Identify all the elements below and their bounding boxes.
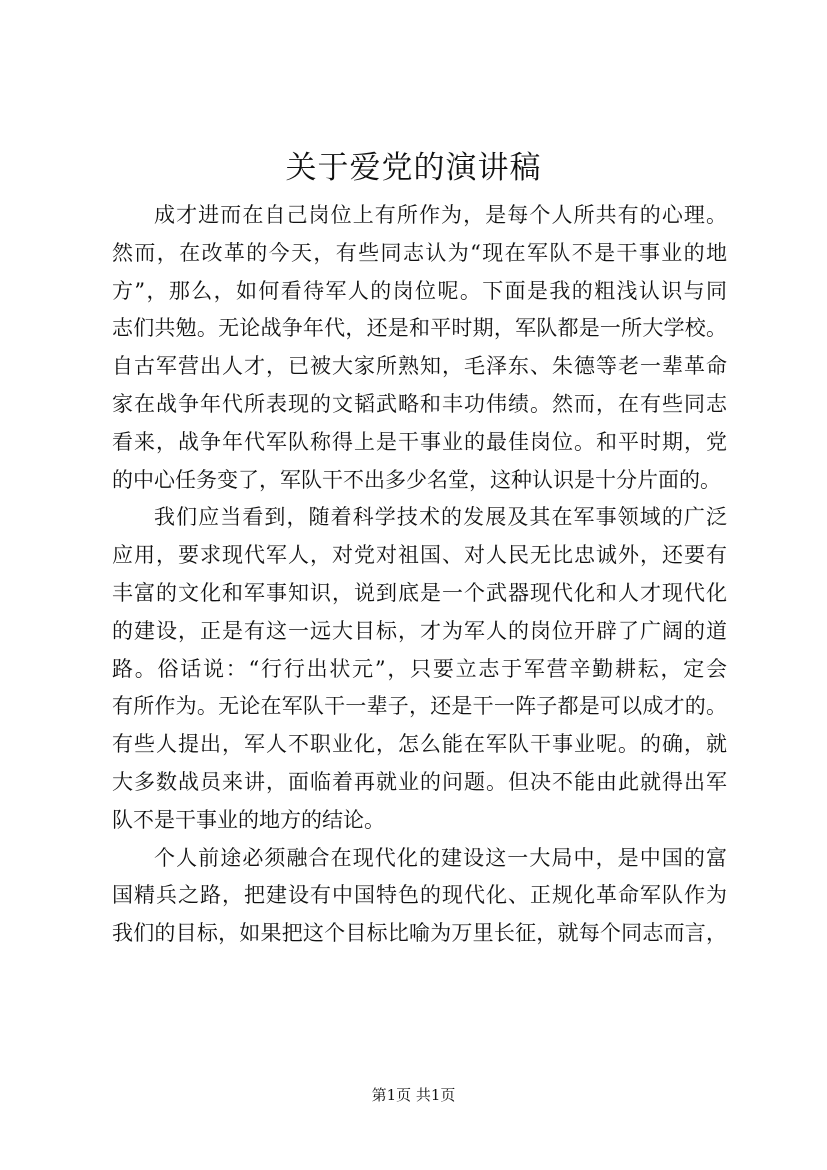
text-line: 的建设，正是有这一远大目标，才为军人的岗位开辟了广阔的道 <box>112 618 727 643</box>
text-line: 家在战争年代所表现的文韬武略和丰功伟绩。然而，在有些同志 <box>112 391 727 416</box>
text-line: 方”，那么，如何看待军人的岗位呢。下面是我的粗浅认识与同 <box>112 278 727 303</box>
paragraph <box>112 499 727 839</box>
text-line: 队不是干事业的地方的结论。 <box>112 807 385 832</box>
text-line: 我们应当看到，随着科学技术的发展及其在军事领域的广泛 <box>154 505 727 530</box>
text-line: 大多数战员来讲，面临着再就业的问题。但决不能由此就得出军 <box>112 769 727 794</box>
text-line: 成才进而在自己岗位上有所作为，是每个人所共有的心理。 <box>154 203 727 227</box>
page-number-footer: 第1页 共1页 <box>371 1086 456 1104</box>
text-line: 然而，在改革的今天，有些同志认为“现在军队不是干事业的地 <box>112 240 727 265</box>
text-line: 有些人提出，军人不职业化，怎么能在军队干事业呢。的确，就 <box>112 732 727 757</box>
text-line: 志们共勉。无论战争年代，还是和平时期，军队都是一所大学校。 <box>112 316 727 341</box>
text-line: 国精兵之路，把建设有中国特色的现代化、正规化革命军队作为 <box>112 883 727 908</box>
text-line: 自古军营出人才，已被大家所熟知，毛泽东、朱德等老一辈革命 <box>112 354 727 379</box>
paragraph <box>112 197 727 499</box>
document-title: 关于爱党的演讲稿 <box>285 150 542 186</box>
text-line: 我们的目标，如果把这个目标比喻为万里长征，就每个同志而言， <box>112 921 727 946</box>
text-line: 的中心任务变了，军队干不出多少名堂，这种认识是十分片面的。 <box>112 467 721 492</box>
text-line: 应用，要求现代军人，对党对祖国、对人民无比忠诚外，还要有 <box>112 543 727 568</box>
text-line: 个人前途必须融合在现代化的建设这一大局中，是中国的富 <box>154 845 727 870</box>
text-line: 有所作为。无论在军队干一辈子，还是干一阵子都是可以成才的。 <box>112 694 727 719</box>
text-line: 路。俗话说：“行行出状元”，只要立志于军营辛勤耕耘，定会 <box>112 656 727 681</box>
document-body <box>112 197 727 953</box>
paragraph <box>112 840 727 953</box>
text-line: 看来，战争年代军队称得上是干事业的最佳岗位。和平时期，党 <box>112 429 727 454</box>
text-line: 丰富的文化和军事知识，说到底是一个武器现代化和人才现代化 <box>112 580 727 605</box>
